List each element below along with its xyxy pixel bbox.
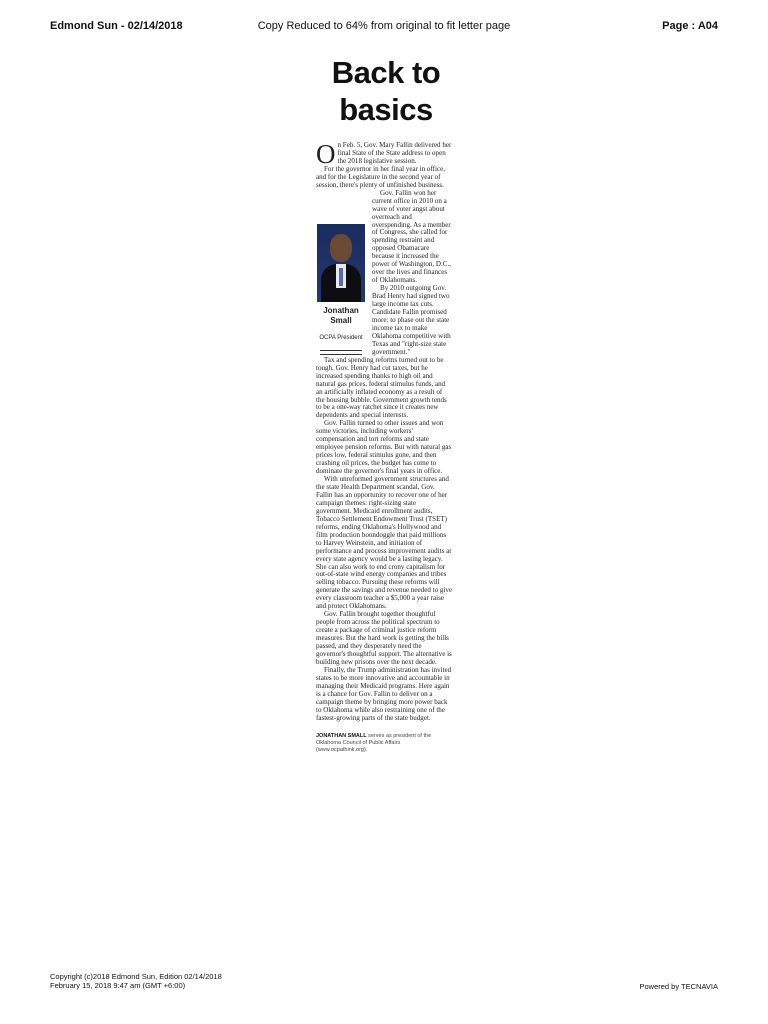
author-bio — [316, 733, 452, 754]
copyright-text: Copyright (c)2018 Edmond Sun, Edition 02/14/2018 — [50, 972, 222, 981]
article-paragraph: Gov. Fallin turned to other issues and won some victories, including workers' compensation and tort reforms and state employee pension reforms. But with natural gas prices low, federal stimulus gone, and then crashing oil prices, the budget has come to dominate the governor's final years in office. — [316, 419, 452, 476]
article-paragraph: On Feb. 5, Gov. Mary Fallin delivered her final State of the State address to open the 2018 legislative session. — [316, 139, 452, 169]
headline-line-2: basics — [339, 92, 433, 127]
publication-date-header: Edmond Sun - 02/14/2018 — [50, 20, 183, 32]
author-sidebar — [316, 224, 366, 355]
article-paragraph: Tax and spending reforms turned out to be tough. Gov. Henry had cut taxes, but he increased spending thanks to high oil and natural gas prices, federal stimulus funds, and an artificially inflated economy as a result of the housing bubble. Government growth tends to be a one-way ratchet since it creates new dependents and special interests. — [316, 355, 447, 420]
article-paragraph: For the governor in her final year in office, and for the Legislature in the second year of session, there's plenty of unfinished business. — [316, 164, 445, 189]
article-paragraph: By 2010 outgoing Gov. Brad Henry had signed two large income tax cuts. Candidate Fallin promised more: to phase out the state income tax to make Oklahoma competitive with Texas and "right-size state government." — [372, 284, 451, 356]
headline-line-1: Back to — [331, 55, 441, 90]
article-paragraph: With unreformed government structures and the state Health Department scandal, Gov. Fallin has an opportunity to recover one of her campaign themes: right-sizing state government. Medicaid enrollment audits, Tobacco Settlement Endowment Trust (TSET) reforms, ending Oklahoma's Hollywood and film production boondoggle that paid millions to Harvey Weinstein, and initiation of performance and process improvement audits at every state agency would be a lasting legacy. She can also work to end crony capitalism for out-of-state wind energy companies and tribes selling tobacco. Pursuing these reforms will generate the savings and revenue needed to give every classroom teacher a $5,000 a year raise and protect Oklahomans. — [316, 475, 452, 611]
powered-by: Powered by TECNAVIA — [639, 982, 718, 991]
author-title: OCPA President — [319, 334, 363, 341]
copyright-footer — [50, 972, 222, 990]
author-bio-name: JONATHAN SMALL — [316, 732, 367, 739]
article-paragraph: Gov. Fallin brought together thoughtful people from across the political spectrum to create a package of criminal justice reform measures. But the hard work is getting the bills passed, and they desperately need the governor's thoughtful support. The alternative is building new prisons over the next decade. — [316, 610, 452, 666]
author-bio-text: serves as president of the Oklahoma Council of Public Affairs (www.ocpathink.org). — [316, 732, 432, 753]
author-name: Jonathan Small — [323, 305, 359, 325]
byline-divider — [320, 350, 362, 355]
article-paragraph: Finally, the Trump administration has invited states to be more innovative and accountable in managing their Medicaid programs. Here again is a chance for Gov. Fallin to deliver on a campaign theme by bringing more power back to Oklahoma while also restraining one of the fastest-growing parts of the state budget. — [316, 665, 452, 722]
page-number: Page : A04 — [662, 20, 718, 32]
article-headline — [316, 54, 456, 128]
print-timestamp: February 15, 2018 9:47 am (GMT +6:00) — [50, 981, 186, 990]
copy-reduced-notice: Copy Reduced to 64% from original to fit letter page — [257, 20, 511, 32]
article-paragraph: Gov. Fallin won her current office in 2010 on a wave of voter angst about overreach and overspending. As a member of Congress, she called for spending restraint and opposed Obamacare because it increased the power of Washington, D.C., over the lives and finances of Oklahomans. — [372, 188, 451, 285]
author-photo — [317, 224, 365, 302]
article-body — [316, 139, 452, 754]
drop-cap: O — [316, 139, 336, 169]
